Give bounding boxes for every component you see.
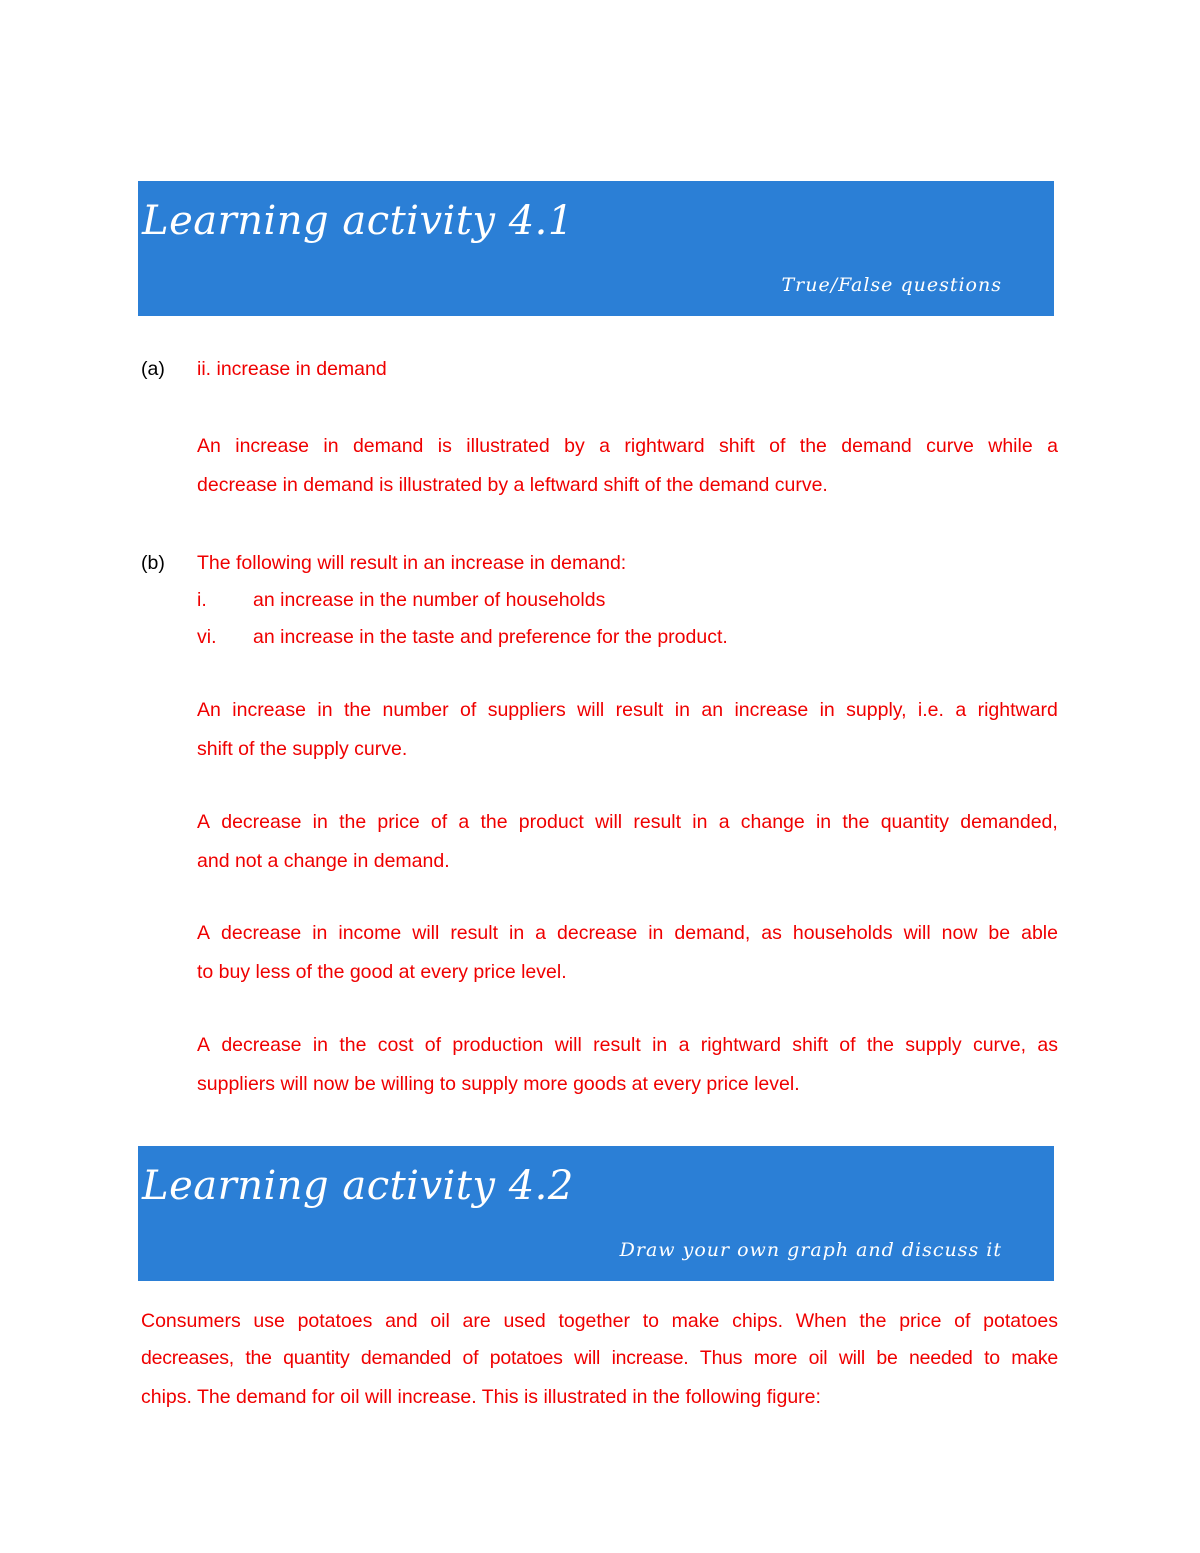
word: potatoes [983,1310,1058,1332]
word: When [795,1310,847,1332]
activity-4-1-title: Learning activity 4.1 [142,198,574,244]
word: number [382,699,449,721]
word: Consumers [141,1310,241,1332]
word: in [312,922,328,944]
word: A [197,1034,211,1056]
word: used [503,1310,546,1332]
word: a [718,811,730,833]
word: of [954,1310,971,1332]
word: be [876,1347,898,1369]
word: in [815,811,832,833]
part-b-paragraph-line2: suppliers will now be willing to supply more goods at every price level. [197,1073,800,1095]
word: of [462,1347,479,1369]
word: suppliers [487,699,566,721]
activity-4-2-text-line3: chips. The demand for oil will increase. This is illustrated in the following figure: [141,1386,821,1408]
part-b-paragraph-line2: shift of the supply curve. [197,738,408,760]
word: the [245,1347,272,1369]
word: in [323,435,339,457]
word: the [339,1034,367,1056]
word: increase. [611,1347,689,1369]
word: Thus [699,1347,743,1369]
part-b-paragraph-line2: and not a change in demand. [197,850,450,872]
word: potatoes [297,1310,373,1332]
word: increase [232,699,306,721]
word: of [769,435,786,457]
activity-4-2-title: Learning activity 4.2 [142,1163,574,1209]
word: of [424,1034,442,1056]
part-b-marker: (b) [141,552,165,574]
word: as [1037,1034,1058,1056]
word: product [518,811,584,833]
word: decrease [221,811,302,833]
part-b-paragraph-line1 [197,803,1058,841]
word: use [253,1310,285,1332]
word: in [819,699,835,721]
word: in [312,811,328,833]
word: the [842,811,870,833]
word: a [535,922,547,944]
word: result [633,811,682,833]
word: as [761,922,782,944]
word: the [343,699,372,721]
word: will [838,1347,865,1369]
word: result [450,922,498,944]
word: illustrated [466,435,550,457]
word: rightward [977,699,1058,721]
word: make [671,1310,720,1332]
word: increase [235,435,309,457]
word: more [753,1347,798,1369]
word: demanded [360,1347,452,1369]
word: in [312,1034,329,1056]
word: income [338,922,402,944]
word: will [574,1347,601,1369]
word: together [558,1310,630,1332]
word: An [197,699,221,721]
word: will [903,922,931,944]
word: quantity [283,1347,350,1369]
word: change [740,811,805,833]
word: A [197,811,211,833]
part-a-answer: ii. increase in demand [197,358,387,380]
part-a-explanation-line1 [197,427,1058,465]
word: supply [905,1034,962,1056]
word: curve [926,435,974,457]
word: able [1021,922,1058,944]
word: decreases, [141,1347,234,1369]
word: a [458,811,470,833]
word: increase [734,699,809,721]
word: will [554,1034,582,1056]
word: in [652,1034,668,1056]
word: is [437,435,452,457]
word: decrease [221,922,302,944]
word: oil [808,1347,828,1369]
activity-4-1-subtitle: True/False questions [781,274,1002,296]
word: of [460,699,477,721]
word: of [430,811,448,833]
word: a [678,1034,690,1056]
word: result [593,1034,641,1056]
part-b-paragraph-line2: to buy less of the good at every price level. [197,961,567,983]
word: of [839,1034,856,1056]
word: and [385,1310,418,1332]
word: demand, [674,922,751,944]
word: i.e. [917,699,944,721]
part-b-item-numeral: i. [197,589,207,611]
word: shift [718,435,755,457]
activity-4-2-text-line1 [141,1302,1058,1340]
word: households [792,922,893,944]
word: in [674,699,690,721]
word: now [941,922,978,944]
word: will [577,699,605,721]
word: a [1047,435,1058,457]
word: oil [430,1310,450,1332]
word: decrease [557,922,638,944]
word: are [462,1310,491,1332]
word: make [1011,1347,1058,1369]
word: the [799,435,827,457]
word: a [599,435,610,457]
word: needed [909,1347,973,1369]
part-a-marker: (a) [141,358,165,380]
activity-4-2-banner [138,1146,1054,1281]
part-b-intro: The following will result in an increase in demand: [197,552,627,574]
word: in [508,922,525,944]
word: the [339,811,367,833]
word: in [317,699,333,721]
part-b-item-text: an increase in the number of households [253,589,606,611]
word: price [899,1310,942,1332]
word: demand [841,435,912,457]
part-b-paragraph-line1 [197,1026,1058,1064]
activity-4-2-subtitle: Draw your own graph and discuss it [619,1239,1002,1261]
word: will [412,922,440,944]
word: cost [377,1034,414,1056]
word: to [984,1347,1000,1369]
word: price [377,811,420,833]
activity-4-2-text-line2 [141,1339,1058,1377]
word: chips. [732,1310,784,1332]
word: in [692,811,708,833]
part-b-paragraph-line1 [197,691,1058,729]
word: will [595,811,623,833]
word: in [648,922,664,944]
word: an [701,699,724,721]
word: while [988,435,1033,457]
word: by [564,435,585,457]
word: to [642,1310,659,1332]
word: the [859,1310,887,1332]
word: rightward [700,1034,781,1056]
activity-4-1-banner [138,181,1054,316]
word: the [866,1034,894,1056]
word: decrease [221,1034,302,1056]
word: be [988,922,1011,944]
part-b-item-numeral: vi. [197,626,217,648]
word: demand [352,435,424,457]
part-a-explanation-line2: decrease in demand is illustrated by a leftward shift of the demand curve. [197,474,828,496]
word: A [197,922,211,944]
word: rightward [624,435,705,457]
word: production [452,1034,544,1056]
word: An [197,435,221,457]
word: potatoes [489,1347,563,1369]
part-b-paragraph-line1 [197,914,1058,952]
word: result [615,699,664,721]
word: quantity [880,811,950,833]
word: the [480,811,508,833]
word: supply, [846,699,907,721]
word: curve, [972,1034,1027,1056]
part-b-item-text: an increase in the taste and preference for the product. [253,626,728,648]
word: shift [792,1034,828,1056]
word: demanded, [960,811,1058,833]
word: a [955,699,967,721]
